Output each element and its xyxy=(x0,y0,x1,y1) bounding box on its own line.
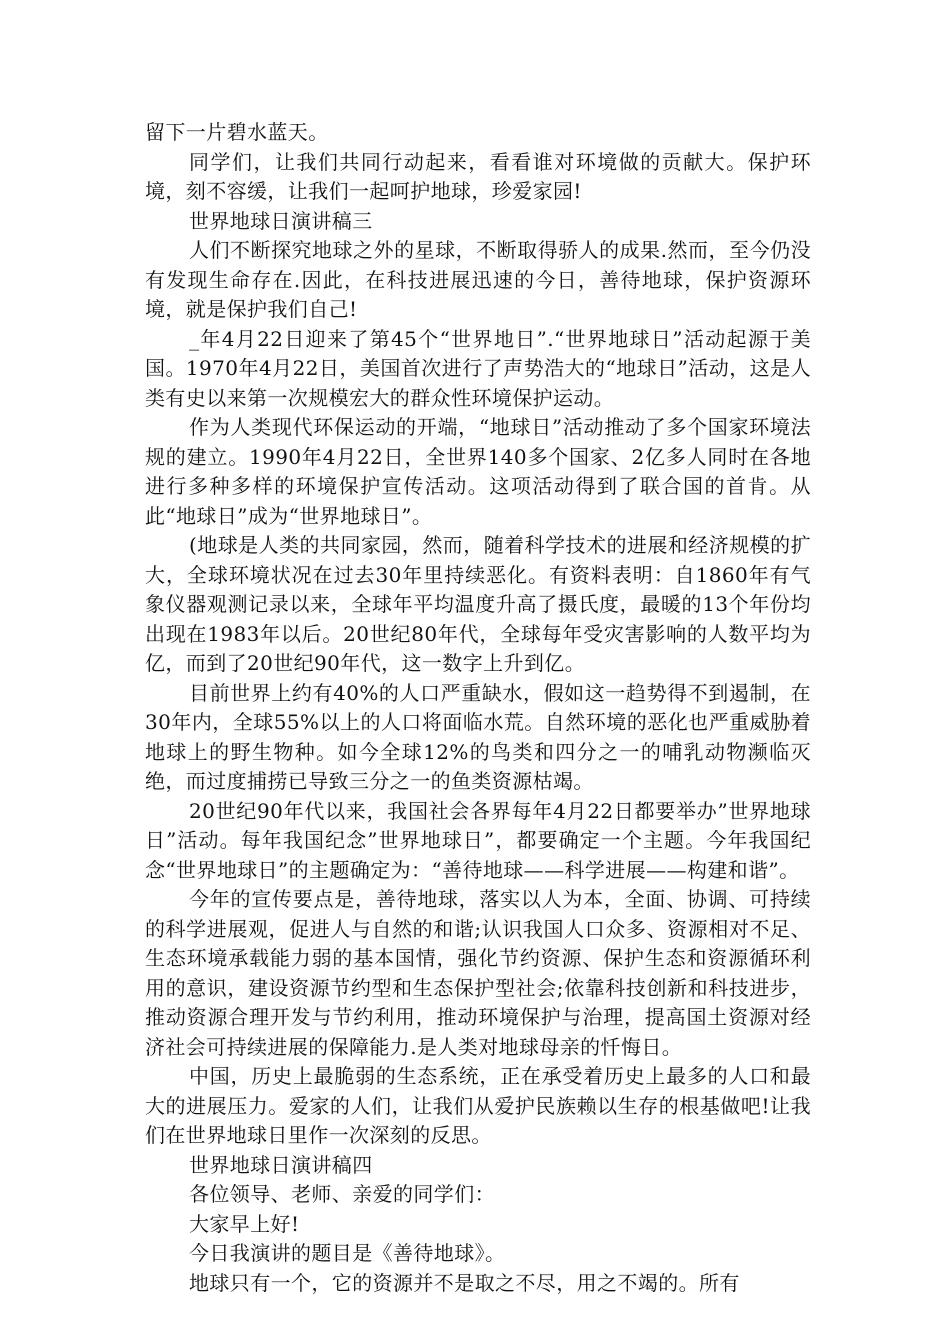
paragraph: _年4月22日迎来了第45个“世界地日”.“世界地球日”活动起源于美国。1970年4月22日，美国首次进行了声势浩大的“地球日”活动，这是人类有史以来第一次规模宏大的群众性环境保护运动。 xyxy=(145,326,811,410)
paragraph: (地球是人类的共同家园，然而，随着科学技术的进展和经济规模的扩大，全球环境状况在过去30年里持续恶化。有资料表明：自1860年有气象仪器观测记录以来，全球年平均温度升高了摄氏度，最暖的13个年份均出现在1983年以后。20世纪80年代，全球每年受灾害影响的人数平均为亿，而到了20世纪90年代，这一数字上升到亿。 xyxy=(145,533,811,675)
salutation: 各位领导、老师、亲爱的同学们： xyxy=(189,1182,495,1206)
section-heading: 世界地球日演讲稿三 xyxy=(189,208,373,233)
greeting: 大家早上好! xyxy=(189,1211,300,1236)
paragraph: 作为人类现代环保运动的开端，“地球日”活动推动了多个国家环境法规的建立。1990年4月22日，全世界140多个国家、2亿多人同时在各地进行多种多样的环境保护宣传活动。这项活动得到了联合国的首肯。从此“地球日”成为“世界地球日”。 xyxy=(145,415,811,528)
paragraph: 目前世界上约有40%的人口严重缺水，假如这一趋势得不到遏制，在30年内，全球55%以上的人口将面临水荒。自然环境的恶化也严重威胁着地球上的野生物种。如今全球12%的鸟类和四分之一的哺乳动物濒临灭绝，而过度捕捞已导致三分之一的鱼类资源枯竭。 xyxy=(145,680,811,793)
paragraph-continuation: 留下一片碧水蓝天。 xyxy=(145,120,329,144)
paragraph: 20世纪90年代以来，我国社会各界每年4月22日都要举办”世界地球日”活动。每年我国纪念”世界地球日”，都要确定一个主题。今年我国纪念“世界地球日”的主题确定为：“善待地球——科学进展——构建和谐”。 xyxy=(145,798,811,882)
paragraph: 今年的宣传要点是，善待地球，落实以人为本，全面、协调、可持续的科学进展观，促进人与自然的和谐;认识我国人口众多、资源相对不足、生态环境承载能力弱的基本国情，强化节约资源、保护生态和资源循环利用的意识，建设资源节约型和生态保护型社会;依靠科技创新和科技进步，推动资源合理开发与节约利用，推动环境保护与治理，提高国土资源对经济社会可持续进展的保障能力.是人类对地球母亲的忏悔日。 xyxy=(145,887,811,1059)
paragraph: 同学们，让我们共同行动起来，看看谁对环境做的贡献大。保护环境，刻不容缓，让我们一起呵护地球，珍爱家园! xyxy=(145,149,811,203)
speech-topic: 今日我演讲的题目是《善待地球》。 xyxy=(189,1241,506,1265)
paragraph: 地球只有一个，它的资源并不是取之不尽，用之不竭的。所有 xyxy=(189,1270,740,1295)
document-page xyxy=(145,118,811,1298)
paragraph: 中国，历史上最脆弱的生态系统，正在承受着历史上最多的人口和最大的进展压力。爱家的人们，让我们从爱护民族赖以生存的根基做吧!让我们在世界地球日里作一次深刻的反思。 xyxy=(145,1064,811,1147)
section-heading: 世界地球日演讲稿四 xyxy=(189,1152,373,1177)
paragraph: 人们不断探究地球之外的星球，不断取得骄人的成果.然而，至今仍没有发现生命存在.因此，在科技进展迅速的今日，善待地球，保护资源环境，就是保护我们自己! xyxy=(145,238,811,321)
